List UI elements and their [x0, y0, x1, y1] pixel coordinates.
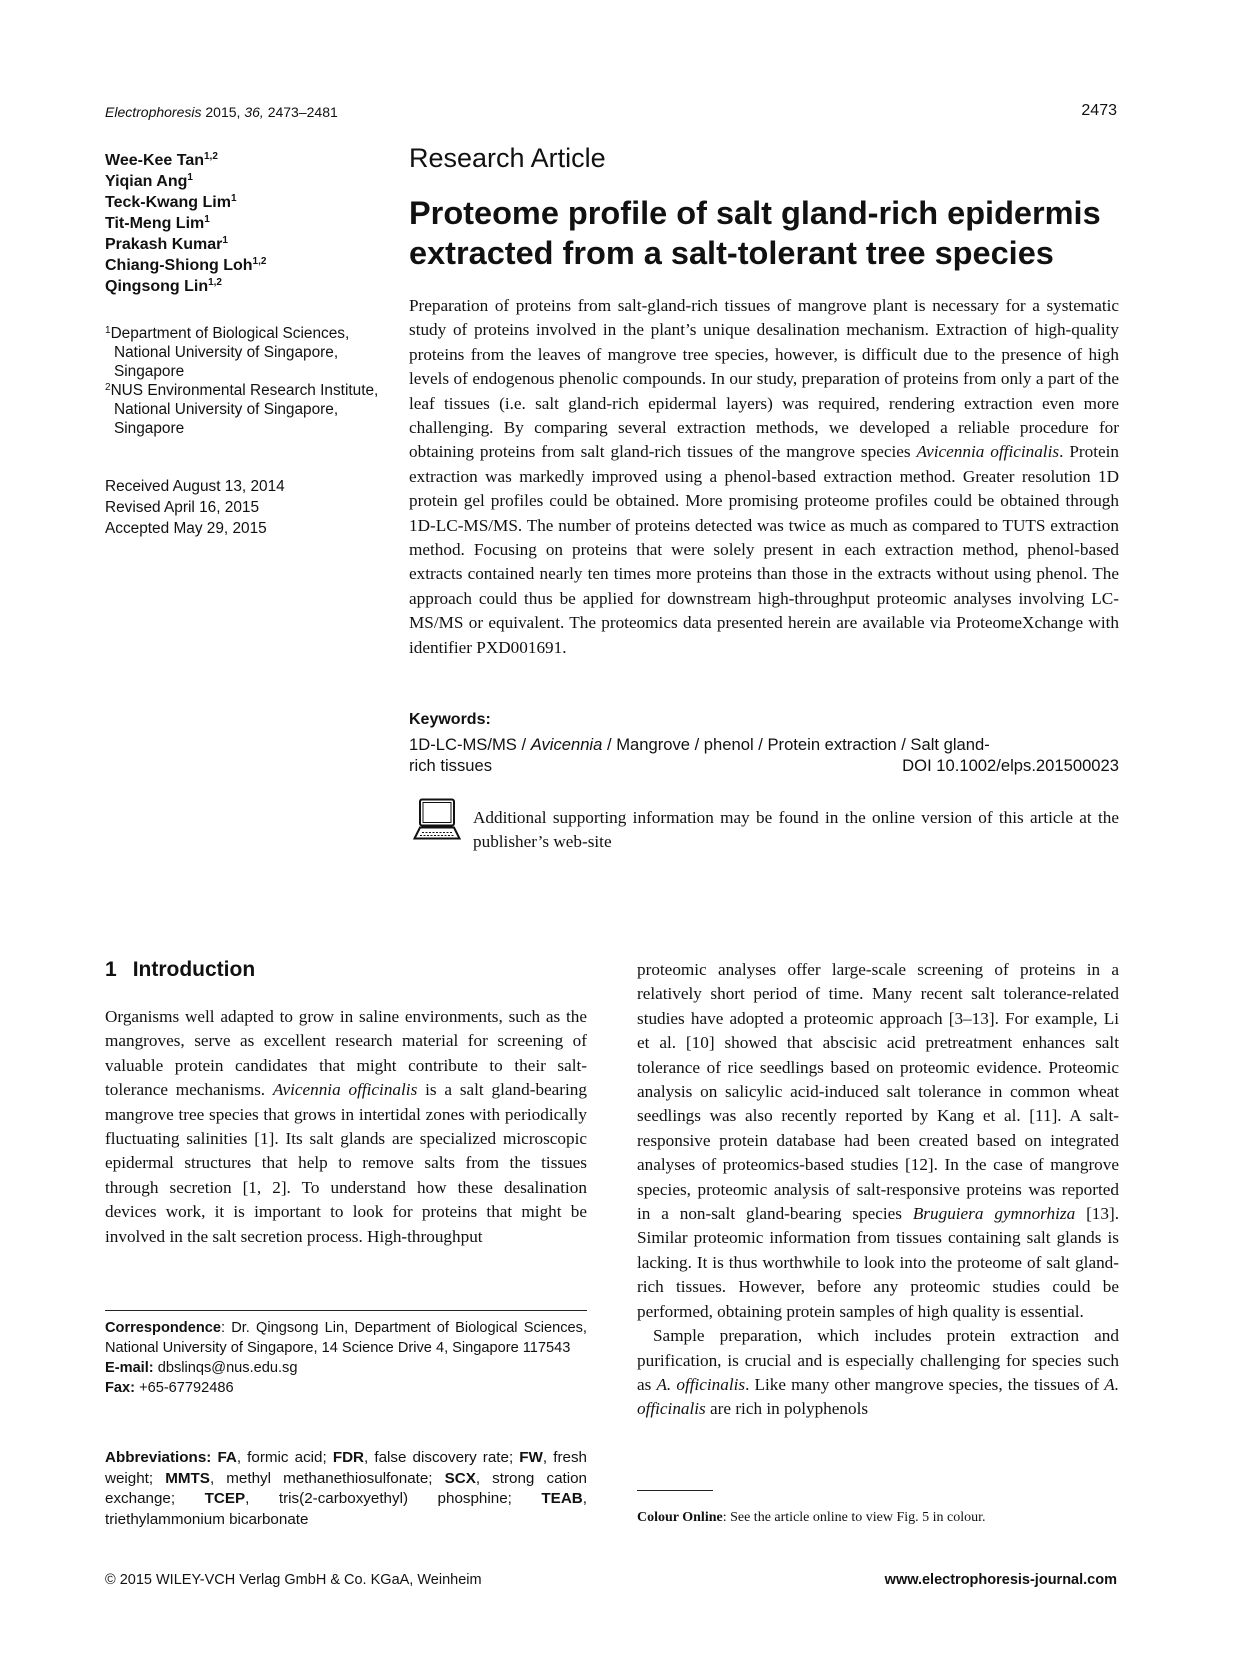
abbreviation-definition: , formic acid;	[236, 1449, 333, 1466]
abbreviations-note	[105, 1448, 587, 1530]
keywords	[409, 734, 1119, 776]
supporting-info-note: Additional supporting information may be found in the online version of this article at the publisher’s web-site	[473, 808, 1119, 852]
copyright: © 2015 WILEY-VCH Verlag GmbH & Co. KGaA, Weinheim	[105, 1572, 482, 1588]
author	[105, 192, 375, 213]
section-heading	[105, 958, 255, 982]
author	[105, 213, 375, 234]
intro-paragraph	[105, 1005, 587, 1249]
paragraph-text: is a salt gland-bearing mangrove tree species that grows in intertidal zones with periodically fluctuating salinities [1]. Its salt glands are specialized microscopic epidermal structures that help to remove salts from the tissues through secretion [1, 2]. To understand how these desalination devices work, it is important to look for proteins that might be involved in the salt secretion process. High-throughput	[105, 1080, 587, 1246]
abbreviation: SCX	[444, 1469, 476, 1487]
keyword-text: 1D-LC-MS/MS /	[409, 735, 531, 754]
author	[105, 234, 375, 255]
received-date: Received August 13, 2014	[105, 478, 285, 495]
correspondence-fax	[105, 1378, 587, 1398]
colour-online-note	[637, 1510, 1119, 1526]
affiliations	[105, 324, 380, 438]
affiliation-text: NUS Environmental Research Institute, National University of Singapore, Singapore	[110, 382, 379, 437]
abbreviation-definition: , triethylammonium bicarbonate	[105, 1490, 587, 1528]
paragraph-text: are rich in polyphenols	[705, 1399, 869, 1419]
species-name: A. officinalis	[656, 1374, 746, 1394]
author-affiliation-mark: 1	[187, 172, 193, 183]
paragraph-text: proteomic analyses offer large-scale screening of proteins in a relatively short period of time. Many recent salt tolerance-related studies have adopted a proteomic approach [3–13]. For example, Li et al. [10] showed that abscisic acid pretreatment enhances salt tolerance of rice seedlings based on proteomic evidence. Proteomic analysis on salicylic acid-induced salt tolerance in common wheat seedlings was also recently reported by Kang et al. [11]. A salt-responsive protein database had been created based on integrated analyses of proteomics-based studies [12]. In the case of mangrove species, proteomic analysis of salt-responsive proteins was reported in a non-salt gland-bearing species	[637, 960, 1119, 1224]
footnote-divider	[105, 1310, 587, 1311]
author-name: Chiang-Shiong Loh	[105, 257, 253, 274]
abstract-text: . Protein extraction was markedly improved using a phenol-based extraction method. Greater resolution 1D protein gel profiles could be obtained. More promising proteome profiles could be obtained through 1D-LC-MS/MS. The number of proteins detected was twice as much as compared to TUTS extraction method. Focusing on proteins that were solely present in each extraction method, phenol-based extracts contained nearly ten times more proteins than those in the extracts without using phenol. The approach could thus be applied for downstream high-throughput proteomic analyses involving LC-MS/MS or equivalent. The proteomics data presented herein are available via ProteomeXchange with identifier PXD001691.	[409, 442, 1119, 657]
article-type: Research Article	[409, 143, 606, 173]
journal-url[interactable]: www.electrophoresis-journal.com	[884, 1572, 1117, 1588]
journal-pages: 2473–2481	[267, 104, 338, 120]
author	[105, 150, 375, 171]
abbreviation: TCEP	[204, 1490, 246, 1507]
affiliation-mark: 2	[105, 382, 111, 393]
paragraph-text: Sample preparation, which includes protein extraction and purification, is crucial and is especially challenging for species such as	[637, 1326, 1119, 1394]
abbreviation: FDR	[332, 1449, 365, 1466]
page-footer	[105, 1572, 1117, 1592]
colour-online-label: Colour Online	[637, 1510, 723, 1525]
article-title: Proteome profile of salt gland-rich epidermis extracted from a salt-tolerant tree species	[409, 195, 1101, 271]
footnote-divider	[637, 1490, 713, 1491]
author-affiliation-mark: 1,2	[208, 277, 222, 288]
correspondence-label: Correspondence	[105, 1320, 221, 1336]
journal-name: Electrophoresis	[105, 104, 202, 120]
author-name: Teck-Kwang Lim	[105, 194, 231, 211]
correspondence-note	[105, 1318, 587, 1398]
keyword-text: / Mangrove / phenol / Protein extraction / Salt gland-	[602, 735, 990, 754]
email-label: E-mail:	[105, 1360, 154, 1376]
author	[105, 171, 375, 192]
computer-icon	[413, 798, 461, 842]
section-number: 1	[105, 958, 117, 981]
abbreviation-definition: , strong cation exchange;	[105, 1469, 588, 1507]
affiliation-mark: 1	[105, 325, 111, 336]
author	[105, 276, 375, 297]
abstract	[409, 294, 1119, 660]
section-title: Introduction	[132, 958, 256, 981]
abbreviation: MMTS	[165, 1469, 210, 1487]
species-name: Avicennia officinalis	[272, 1080, 418, 1100]
fax-label: Fax:	[105, 1380, 136, 1396]
abbreviation-definition: , fresh weight;	[105, 1449, 587, 1487]
author-affiliation-mark: 1,2	[204, 151, 218, 162]
author-name: Tit-Meng Lim	[105, 215, 205, 232]
abbreviation: FA	[217, 1449, 237, 1466]
author-affiliation-mark: 1	[204, 214, 210, 225]
author-name: Prakash Kumar	[105, 236, 223, 253]
affiliation	[105, 381, 380, 438]
intro-right-column	[637, 958, 1119, 1422]
correspondence-address	[105, 1318, 587, 1358]
abbreviation: FW	[519, 1449, 543, 1466]
colour-online-text: : See the article online to view Fig. 5 in colour.	[722, 1510, 986, 1525]
correspondence-email	[105, 1358, 587, 1378]
intro-paragraph	[637, 958, 1119, 1324]
author-name: Wee-Kee Tan	[105, 152, 204, 169]
abbreviations-label: Abbreviations:	[105, 1449, 212, 1466]
species-name: Bruguiera gymnorhiza	[912, 1204, 1076, 1224]
author-affiliation-mark: 1,2	[252, 256, 267, 267]
accepted-date: Accepted May 29, 2015	[105, 520, 267, 537]
author-name: Qingsong Lin	[105, 278, 209, 295]
author-list	[105, 150, 375, 297]
fax-number: +65-67792486	[135, 1380, 234, 1396]
paragraph-text: . Like many other mangrove species, the tissues of	[745, 1374, 1105, 1394]
abstract-text: Preparation of proteins from salt-gland-rich tissues of mangrove plant is necessary for a systematic study of proteins involved in the plant’s unique desalination mechanism. Extraction of high-quality proteins from the leaves of mangrove tree species, however, is difficult due to the presence of high levels of endogenous phenolic compounds. In our study, preparation of proteins from only a part of the leaf tissues (i.e. salt gland-rich epidermal layers) was required, rendering extraction even more challenging. By comparing several extraction methods, we developed a reliable procedure for obtaining proteins from salt gland-rich tissues of the mangrove species	[409, 296, 1119, 462]
abbreviation-definition: , methyl methanethiosulfonate;	[209, 1469, 445, 1487]
journal-citation	[105, 104, 338, 120]
correspondence-text: : Dr. Qingsong Lin, Department of Biological Sciences, National University of Singapore, 14 Science Drive 4, Singapore 117543	[105, 1320, 587, 1356]
doi: DOI 10.1002/elps.201500023	[902, 756, 1119, 775]
journal-volume: 36,	[244, 104, 264, 120]
paragraph-text: Organisms well adapted to grow in saline environments, such as the mangroves, serve as excellent research material for screening of valuable protein candidates that might contribute to their salt-tolerance mechanisms.	[105, 1007, 587, 1100]
author-affiliation-mark: 1	[222, 235, 228, 246]
affiliation	[105, 324, 380, 381]
keywords-line	[409, 734, 1119, 755]
abbreviation-definition: , false discovery rate;	[364, 1449, 520, 1466]
article-dates	[105, 476, 380, 539]
affiliation-text: Department of Biological Sciences, National University of Singapore, Singapore	[110, 325, 350, 380]
page-number: 2473	[1081, 102, 1117, 119]
abbreviation: TEAB	[541, 1490, 583, 1507]
species-name: Avicennia officinalis	[916, 442, 1060, 462]
keyword-italic: Avicennia	[530, 735, 603, 754]
keywords-heading: Keywords:	[409, 711, 491, 728]
running-head	[105, 102, 1117, 124]
paragraph-text: [13]. Similar proteomic information from tissues containing salt glands is lacking. It is thus worthwhile to look into the proteome of salt gland-rich tissues. However, before any proteomic studies could be performed, obtaining protein samples of high quality is essential.	[637, 1204, 1120, 1321]
journal-year: 2015,	[205, 104, 241, 120]
species-name: A. officinalis	[637, 1374, 1120, 1419]
keyword-text: rich tissues	[409, 756, 492, 775]
author-name: Yiqian Ang	[105, 173, 188, 190]
keywords-line	[409, 755, 1119, 776]
author-affiliation-mark: 1	[230, 193, 237, 204]
abbreviation-definition: , tris(2-carboxyethyl) phosphine;	[245, 1490, 542, 1507]
author	[105, 255, 375, 276]
revised-date: Revised April 16, 2015	[105, 499, 260, 516]
intro-paragraph	[637, 1324, 1119, 1422]
email-address: dbslinqs@nus.edu.sg	[153, 1360, 298, 1376]
